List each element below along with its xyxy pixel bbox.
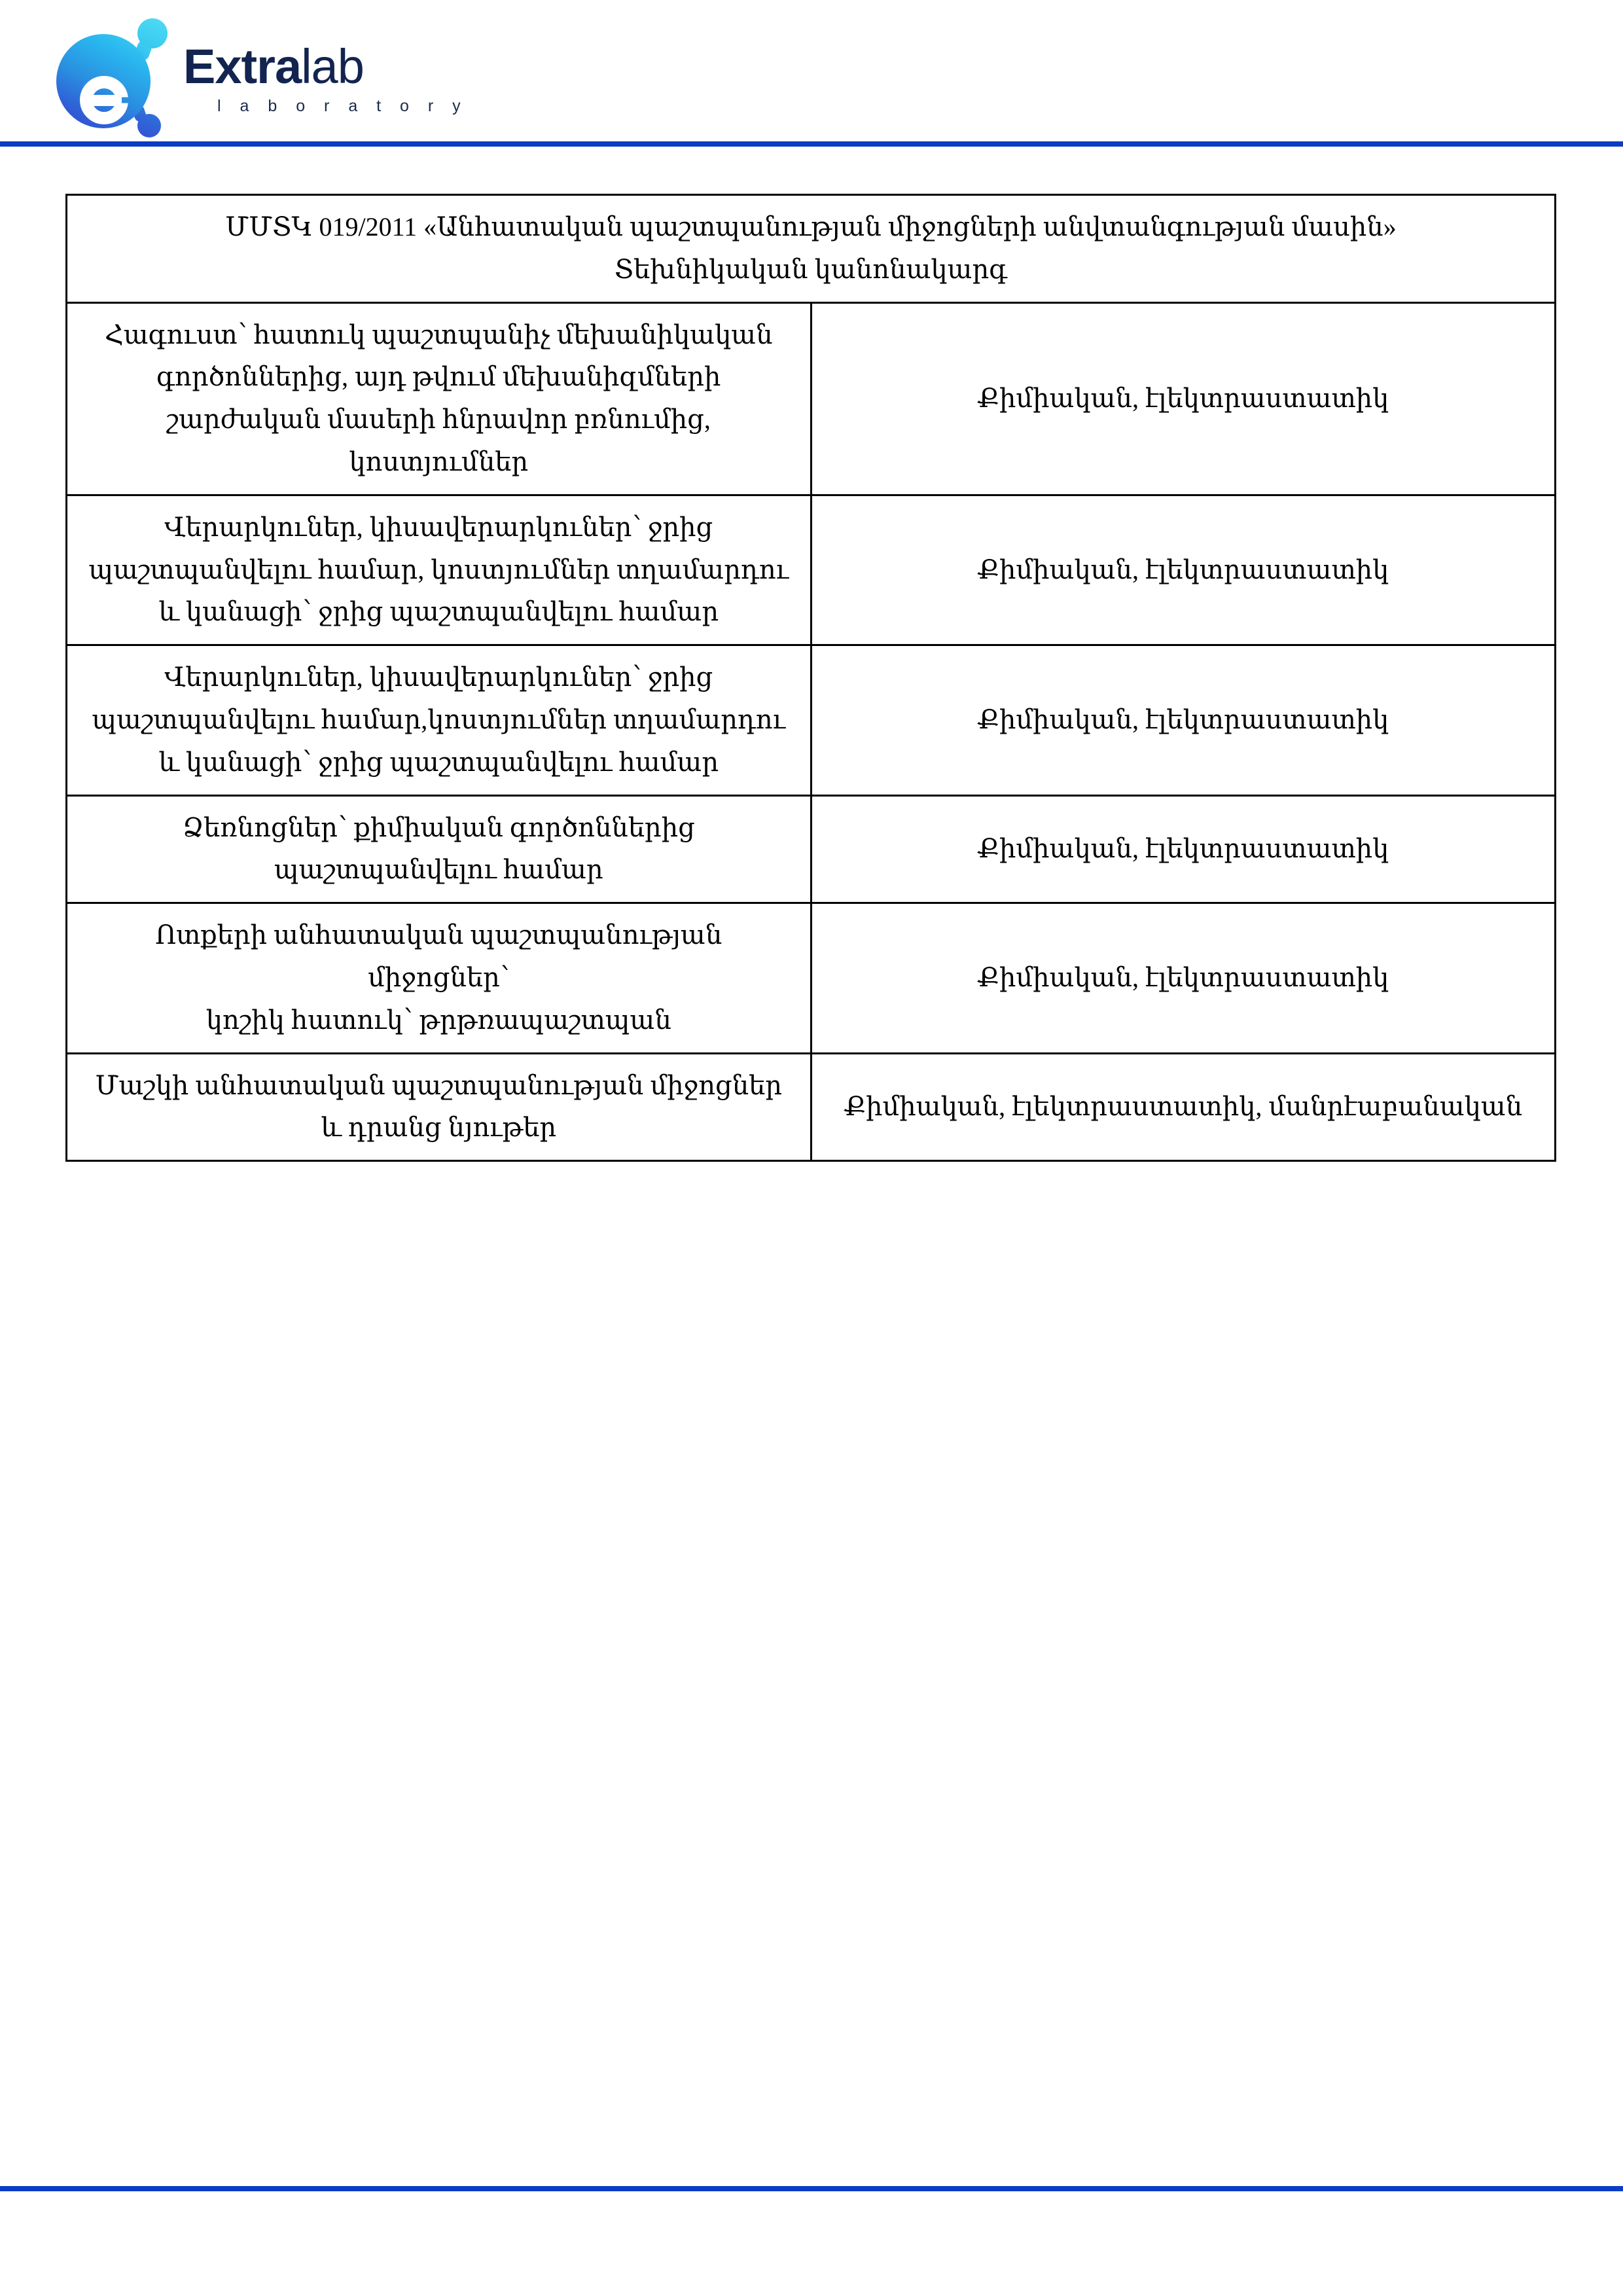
- extralab-logo-icon: [51, 14, 175, 139]
- header-divider-rule: [0, 141, 1623, 147]
- table-title-line-2: Տեխնիկական կանոնակարգ: [614, 254, 1008, 284]
- product-cell: Վերարկուներ, կիսավերարկուներ՝ ջրից պաշտպանվելու համար, կոստյումներ տղամարդու և կանացի՝ ջրից պաշտպանվելու համար: [67, 495, 812, 645]
- table-title-line-1: ՄՄՏԿ 019/2011 «Անհատական պաշտպանության միջոցների անվտանգության մասին»: [225, 212, 1397, 242]
- footer-divider-rule: [0, 2186, 1623, 2191]
- indicators-cell: Քիմիական, էլեկտրաստատիկ, մանրէաբանական: [811, 1053, 1556, 1161]
- brand-wordmark: [183, 39, 468, 115]
- product-line-2: կոշիկ հատուկ՝ թրթռապաշտպան: [205, 1005, 671, 1035]
- product-cell: [67, 903, 812, 1053]
- table-row: [67, 495, 1556, 645]
- regulation-table-body: [67, 195, 1556, 1161]
- product-cell: Վերարկուներ, կիսավերարկուներ՝ ջրից պաշտպանվելու համար,կոստյումներ տղամարդու և կանացի՝ ջրից պաշտպանվելու համար: [67, 645, 812, 795]
- brand-name-secondary: lab: [301, 39, 364, 94]
- brand-name: [183, 39, 468, 94]
- product-cell: Ձեռնոցներ՝ քիմիական գործոններից պաշտպանվելու համար: [67, 795, 812, 903]
- brand-tagline: l a b o r a t o r y: [217, 96, 468, 115]
- indicators-cell: Քիմիական, էլեկտրաստատիկ: [811, 903, 1556, 1053]
- indicators-cell: Քիմիական, էլեկտրաստատիկ: [811, 645, 1556, 795]
- indicators-cell: Քիմիական, էլեկտրաստատիկ: [811, 495, 1556, 645]
- table-row: [67, 795, 1556, 903]
- logo-letter-e-crossbar: [85, 95, 122, 106]
- brand-logo: [51, 14, 468, 139]
- indicators-cell: Քիմիական, էլեկտրաստատիկ: [811, 302, 1556, 495]
- logo-node-bottom-icon: [137, 114, 161, 137]
- product-cell: Մաշկի անհատական պաշտպանության միջոցներ և դրանց նյութեր: [67, 1053, 812, 1161]
- table-title-row: [67, 195, 1556, 303]
- table-row: [67, 903, 1556, 1053]
- product-cell: Հագուստ՝ հատուկ պաշտպանիչ մեխանիկական գործոններից, այդ թվում մեխանիզմների շարժական մասերի հնրավոր բռնումից, կոստյումներ: [67, 302, 812, 495]
- product-line-1: Ոտքերի անհատական պաշտպանության միջոցներ՝: [155, 920, 722, 992]
- logo-node-top-icon: [137, 18, 168, 48]
- table-row: [67, 1053, 1556, 1161]
- indicators-cell: Քիմիական, էլեկտրաստատիկ: [811, 795, 1556, 903]
- logo-circle: [56, 34, 151, 128]
- letterhead: [0, 0, 1623, 145]
- table-title-cell: [67, 195, 1556, 303]
- brand-name-primary: Extra: [183, 39, 302, 94]
- table-row: [67, 645, 1556, 795]
- regulation-table: [65, 194, 1556, 1162]
- table-row: [67, 302, 1556, 495]
